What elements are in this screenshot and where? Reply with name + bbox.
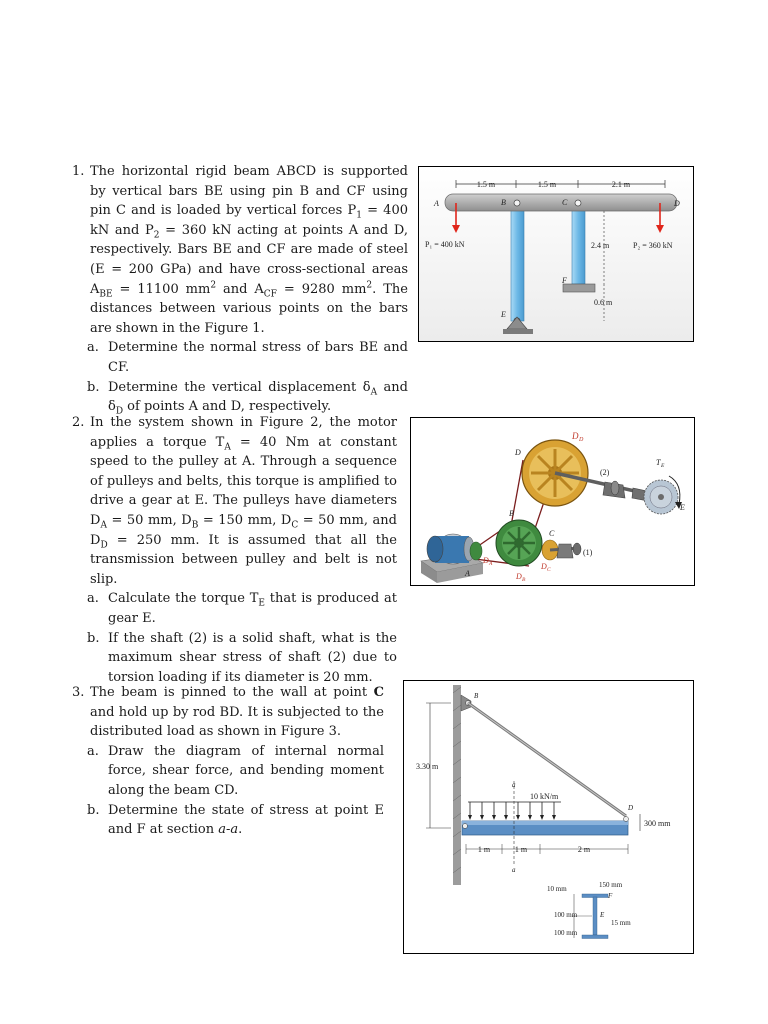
svg-text:D: D xyxy=(541,562,547,571)
subquestion-a: a. Draw the diagram of internal normal force, shear force, and bending moment along the beam CD. xyxy=(87,743,384,798)
rigid-beam xyxy=(445,194,677,211)
depth-dim: 300 mm xyxy=(644,819,671,828)
label-p1: P₁ = 400 kN xyxy=(425,240,465,249)
svg-text:E: E xyxy=(680,503,685,512)
svg-text:D: D xyxy=(483,556,489,565)
svg-text:D: D xyxy=(579,437,584,443)
problem-1 xyxy=(72,162,408,417)
svg-text:10 mm: 10 mm xyxy=(547,885,567,893)
problem-text: In the system shown in Figure 2, the motor applies a torque $T_A = 40$ Nm at constant speed to the pulley at A. Through a sequence of pulleys and belts, this torque is amplified to drive a gear at E. The pulleys have diameters $D_A = 50$ mm, $D_B = 150$ mm, $D_C = 50$ mm, and $D_D = 250$ mm. It is assumed that all the transmission between pulley and belt is not slip. xyxy=(90,415,397,587)
dim-ab: 1.5 m xyxy=(476,180,496,189)
gap-dim: 0.6 m xyxy=(594,298,613,307)
svg-text:A: A xyxy=(465,569,470,578)
svg-text:E: E xyxy=(600,911,605,919)
wall xyxy=(453,685,461,885)
svg-text:D: D xyxy=(572,431,579,441)
bar-be xyxy=(511,199,524,321)
problem-number: 1. xyxy=(72,164,85,179)
subquestion-b: b. Determine the vertical displacement $\delta_A$ and $\delta_D$ of points A and D, respectively. xyxy=(87,379,408,417)
figure-1 xyxy=(418,166,694,342)
bar-cf xyxy=(572,199,585,284)
figure-2 xyxy=(410,417,695,586)
svg-text:A: A xyxy=(489,561,493,567)
height-dim: 3.30 m xyxy=(416,762,439,771)
svg-text:C: C xyxy=(549,529,555,538)
problem-3 xyxy=(72,683,384,840)
svg-text:B: B xyxy=(509,509,514,518)
label-p2: P₂ = 360 kN xyxy=(633,241,673,250)
svg-text:100 mm: 100 mm xyxy=(554,929,578,937)
problem-2 xyxy=(72,413,397,687)
svg-text:T: T xyxy=(656,458,661,467)
problem-number: 2. xyxy=(72,415,85,430)
shaft-1-label: (1) xyxy=(583,548,593,557)
svg-text:F: F xyxy=(562,276,567,285)
problem-text: The beam is pinned to the wall at point C and hold up by rod BD. It is subjected to the distributed load as shown in Figure 3. xyxy=(90,685,384,740)
subquestion-a: a. Calculate the torque $T_E$ that is produced at gear E. xyxy=(87,591,397,626)
svg-text:D: D xyxy=(515,448,521,457)
dim-cd: 2.1 m xyxy=(611,180,631,189)
shaft-2-label: (2) xyxy=(600,468,610,477)
svg-text:C: C xyxy=(562,198,568,207)
svg-text:100 mm: 100 mm xyxy=(554,911,578,919)
svg-text:D: D xyxy=(516,572,522,581)
len-cf: 2.4 m xyxy=(591,241,610,250)
svg-text:A: A xyxy=(434,199,439,208)
svg-text:D: D xyxy=(674,199,680,208)
problem-number: 3. xyxy=(72,685,85,700)
svg-text:150 mm: 150 mm xyxy=(599,881,623,889)
problem-text: The horizontal rigid beam ABCD is supported by vertical bars BE using pin B and CF using pin C and is loaded by vertical forces $P_1 = 400$ kN and $P_2 = 360$ kN acting at points A and D, respectively. Bars BE and CF are made of steel (E = 200 GPa) and have cross-sectional areas $A_{BE} = 11100$ $mm^2$ and $A_{CF} = 9280$ $mm^2$. The distances between various points on the bars are shown in the Figure 1. xyxy=(90,164,409,336)
svg-text:F: F xyxy=(608,892,613,900)
support-e xyxy=(503,329,533,334)
subquestion-b: b. If the shaft (2) is a solid shaft, what is the maximum shear stress of shaft (2) due to torsion loading if its diameter is 20 mm. xyxy=(87,630,397,685)
svg-text:a: a xyxy=(512,866,516,874)
svg-text:1 m: 1 m xyxy=(514,845,528,854)
subquestion-a: a. Determine the normal stress of bars BE and CF. xyxy=(87,340,408,375)
svg-text:a: a xyxy=(512,781,516,789)
load-label: 10 kN/m xyxy=(530,792,559,801)
svg-text:1 m: 1 m xyxy=(477,845,491,854)
dim-bc: 1.5 m xyxy=(537,180,557,189)
svg-text:D: D xyxy=(628,804,634,812)
svg-text:B: B xyxy=(501,198,506,207)
svg-text:E: E xyxy=(501,310,506,319)
svg-text:E: E xyxy=(661,463,665,469)
svg-text:2 m: 2 m xyxy=(577,845,591,854)
subquestion-b: b. Determine the state of stress at point E and F at section a-a. xyxy=(87,802,384,838)
support-f xyxy=(563,284,595,292)
figure-3 xyxy=(403,680,694,954)
svg-text:B: B xyxy=(522,577,526,583)
svg-text:15 mm: 15 mm xyxy=(611,919,631,927)
svg-text:B: B xyxy=(474,692,479,700)
svg-text:C: C xyxy=(547,567,551,573)
pulley-a xyxy=(470,542,482,560)
